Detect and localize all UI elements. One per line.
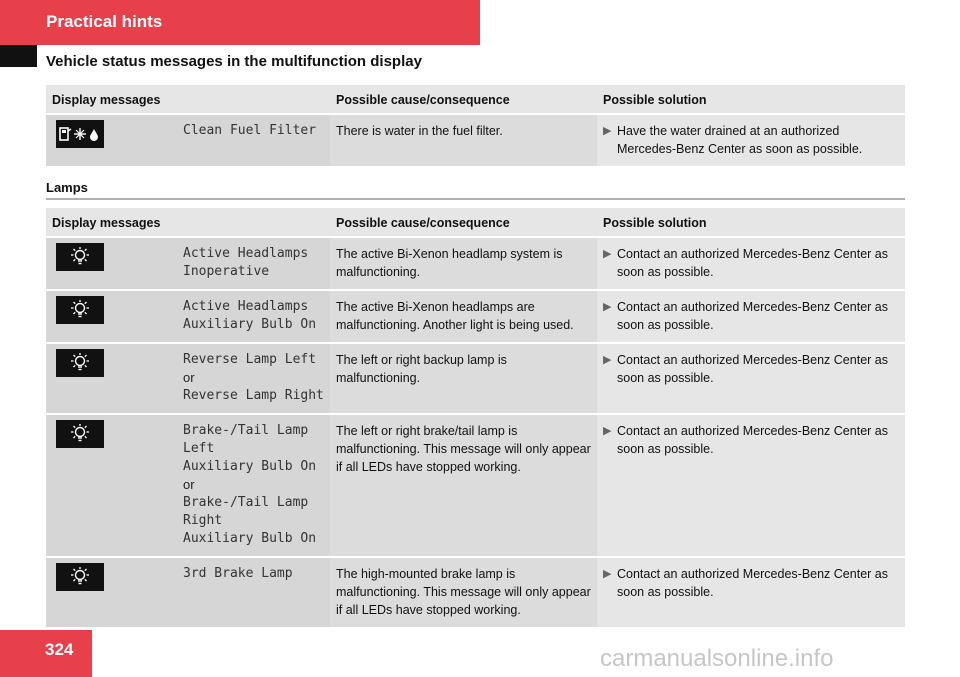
col-header-cause: Possible cause/consequence xyxy=(330,85,597,113)
fuel-filter-icon xyxy=(56,120,104,148)
table-row xyxy=(46,415,905,556)
section-label-lamps: Lamps xyxy=(46,180,88,195)
solution-cell xyxy=(597,238,905,289)
display-message-line: Reverse Lamp Right xyxy=(183,388,324,403)
table-row xyxy=(46,558,905,627)
page-title: Vehicle status messages in the multifunction display xyxy=(46,53,422,70)
lamp-messages-table xyxy=(46,206,905,629)
display-message-line: Brake-/Tail Lamp xyxy=(183,495,309,510)
solution-cell xyxy=(597,558,905,627)
table-row xyxy=(46,238,905,289)
display-message-cell xyxy=(177,291,330,342)
col-header-solution: Possible solution xyxy=(597,85,905,113)
display-message-line: Auxiliary Bulb On xyxy=(183,531,317,546)
display-message-cell xyxy=(177,415,330,556)
arrow-right-icon: ▶ xyxy=(603,425,612,437)
icon-cell xyxy=(46,344,177,413)
cause-text: The active Bi-Xenon headlamps are malfunctioning. Another light is being used. xyxy=(330,291,597,342)
table-row xyxy=(46,344,905,413)
cause-text: The high-mounted brake lamp is malfunctioning. This message will only appear if all LEDs have stopped working. xyxy=(330,558,597,627)
page-number: 324 xyxy=(45,640,74,659)
solution-cell xyxy=(597,344,905,413)
table-header-row xyxy=(46,85,905,113)
arrow-right-icon: ▶ xyxy=(603,568,612,580)
cause-text: There is water in the fuel filter. xyxy=(330,115,597,166)
display-message: Clean Fuel Filter xyxy=(177,115,330,166)
display-message-line: Left xyxy=(183,441,215,456)
display-message-cell xyxy=(177,238,330,289)
display-message-line: Brake-/Tail Lamp xyxy=(183,423,309,438)
header-marker xyxy=(0,45,37,67)
display-message-cell xyxy=(177,558,330,627)
display-message-cell xyxy=(177,344,330,413)
solution-text: Contact an authorized Mercedes-Benz Center as soon as possible. xyxy=(617,424,888,456)
arrow-right-icon: ▶ xyxy=(603,248,612,260)
table-header-row xyxy=(46,208,905,236)
solution-text: Contact an authorized Mercedes-Benz Center as soon as possible. xyxy=(617,300,888,332)
cause-text: The left or right brake/tail lamp is malfunctioning. This message will only appear if all LEDs have stopped working. xyxy=(330,415,597,556)
display-message-line: Auxiliary Bulb On xyxy=(183,459,317,474)
icon-cell xyxy=(46,115,177,166)
solution-text: Contact an authorized Mercedes-Benz Center as soon as possible. xyxy=(617,567,888,599)
display-message-line: Reverse Lamp Left xyxy=(183,352,317,367)
section-title: Practical hints xyxy=(46,12,163,31)
display-message-line: Inoperative xyxy=(183,264,270,279)
col-header-cause: Possible cause/consequence xyxy=(330,208,597,236)
section-header-tab xyxy=(0,0,480,45)
lamp-icon xyxy=(56,243,104,271)
solution-text: Contact an authorized Mercedes-Benz Center as soon as possible. xyxy=(617,353,888,385)
icon-cell xyxy=(46,415,177,556)
lamp-icon xyxy=(56,349,104,377)
table-row xyxy=(46,291,905,342)
icon-cell xyxy=(46,558,177,627)
cause-text: The left or right backup lamp is malfunctioning. xyxy=(330,344,597,413)
or-separator: or xyxy=(183,477,195,492)
icon-cell xyxy=(46,291,177,342)
col-header-solution: Possible solution xyxy=(597,208,905,236)
lamp-icon xyxy=(56,420,104,448)
display-message-line: Right xyxy=(183,513,223,528)
display-message-line: 3rd Brake Lamp xyxy=(183,566,293,581)
page-number-tab xyxy=(0,630,92,677)
watermark: carmanualsonline.info xyxy=(600,645,834,672)
col-header-display-messages: Display messages xyxy=(46,208,330,236)
col-header-display-messages: Display messages xyxy=(46,85,330,113)
display-message-line: Active Headlamps xyxy=(183,246,309,261)
lamp-icon xyxy=(56,563,104,591)
arrow-right-icon: ▶ xyxy=(603,301,612,313)
solution-text: Contact an authorized Mercedes-Benz Center as soon as possible. xyxy=(617,247,888,279)
display-message-line: Auxiliary Bulb On xyxy=(183,317,317,332)
solution-text: Have the water drained at an authorized Mercedes-Benz Center as soon as possible. xyxy=(617,124,863,156)
divider xyxy=(46,198,905,200)
solution-cell xyxy=(597,291,905,342)
arrow-right-icon: ▶ xyxy=(603,125,612,137)
fuel-messages-table xyxy=(46,83,905,168)
solution-cell xyxy=(597,415,905,556)
arrow-right-icon: ▶ xyxy=(603,354,612,366)
lamp-icon xyxy=(56,296,104,324)
or-separator: or xyxy=(183,370,195,385)
icon-cell xyxy=(46,238,177,289)
display-message-line: Active Headlamps xyxy=(183,299,309,314)
table-row xyxy=(46,115,905,166)
cause-text: The active Bi-Xenon headlamp system is malfunctioning. xyxy=(330,238,597,289)
solution-cell xyxy=(597,115,905,166)
